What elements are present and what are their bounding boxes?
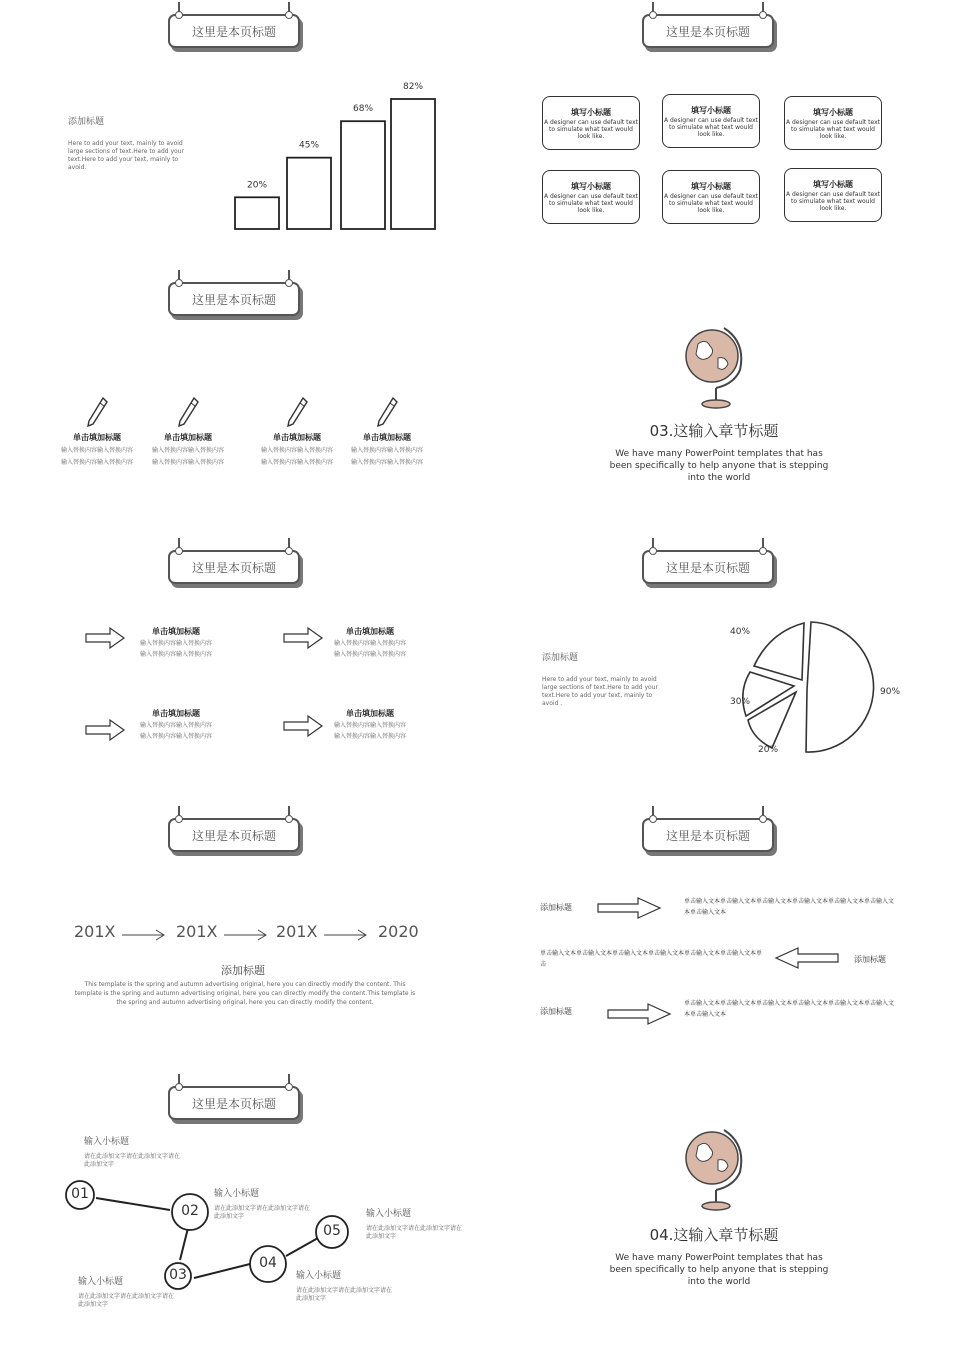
bar [235,197,279,229]
arrow-item-line: 输入替换内容输入替换内容 [139,640,212,647]
arrow-right-icon [604,1002,674,1026]
pie-label: 40% [730,627,751,637]
step-item-2 [214,1186,310,1221]
text-box-1 [542,96,640,150]
bar-heading: 添加标题 [68,117,105,127]
page-title-sign [168,818,300,852]
pencil-item-title: 单击填加标题 [273,433,321,442]
pie-label: 30% [730,697,751,707]
pencil-item-4 [342,396,432,467]
step-number: 02 [181,1203,199,1219]
arrow-item-title: 单击填加标题 [346,709,394,718]
arrow-item-4 [322,708,418,741]
pencil-item-line: 输入替换内容输入替换内容 [260,447,333,454]
bar-body: Here to add your text, mainly to avoid large sections of text.Here to add your text.Here to add your text, mainly to avoid. [68,140,184,171]
pencil-icon [85,396,109,428]
box-title: 填写小标题 [691,106,731,115]
slide-pie [474,536,954,804]
bar-label: 20% [247,180,268,191]
step-title: 输入小标题 [84,1137,130,1147]
arrow-item-1 [128,626,224,659]
step-title: 输入小标题 [296,1271,342,1281]
page-title-sign [168,14,300,48]
step-number: 04 [259,1255,277,1271]
flow-text: 单击输入文本单击输入文本单击输入文本单击输入文本单击输入文本单击输入文本单击输入文本 [684,1000,895,1018]
arrow-item-title: 单击填加标题 [152,627,200,636]
slide-timeline [0,804,480,1072]
step-desc: 请在此添加文字请在此添加文字请在此添加文字 [214,1205,311,1220]
timeline-arrow-icon [120,928,168,942]
flow-label: 添加标题 [854,955,886,964]
slide-flow [474,804,954,1072]
bar [391,99,435,229]
globe-icon [680,1124,750,1214]
page-title-sign [168,550,300,584]
pie-label: 20% [758,745,779,755]
arrow-item-title: 单击填加标题 [152,709,200,718]
arrow-right-icon [594,896,664,920]
timeline-year: 201X [176,922,218,941]
pencil-item-title: 单击填加标题 [363,433,411,442]
flow-text: 单击输入文本单击输入文本单击输入文本单击输入文本单击输入文本单击输入文本单击输入文本 [684,898,895,916]
slide-arrows [0,536,480,804]
pencil-item-line: 输入替换内容输入替换内容 [60,459,133,466]
arrow-item-line: 输入替换内容输入替换内容 [139,651,212,658]
arrow-item-line: 输入替换内容输入替换内容 [333,722,406,729]
page-title: 这里是本页标题 [191,828,276,843]
pencil-icon [375,396,399,428]
page-title: 这里是本页标题 [191,1096,276,1111]
section-title: 04.这输入章节标题 [649,1226,779,1244]
flow-label: 添加标题 [540,1007,572,1016]
arrow-left-icon [772,946,842,970]
page-title-sign [168,282,300,316]
box-desc: A designer can use default text to simulate what text would look like. [543,193,639,214]
step-number: 05 [323,1223,341,1239]
arrow-right-icon [282,714,324,738]
pencil-item-line: 输入替换内容输入替换内容 [350,447,423,454]
box-desc: A designer can use default text to simulate what text would look like. [785,119,881,140]
arrow-item-2 [322,626,418,659]
arrow-item-3 [128,708,224,741]
pie-heading: 添加标题 [542,653,579,663]
box-title: 填写小标题 [571,108,611,117]
box-title: 填写小标题 [813,108,853,117]
bar-label: 68% [353,104,374,115]
step-number: 03 [169,1267,187,1283]
bar-label: 45% [299,140,320,151]
text-box-2 [662,94,760,148]
slide-bar-chart [0,0,480,268]
box-desc: A designer can use default text to simulate what text would look like. [785,191,881,212]
globe-icon [680,322,750,412]
arrow-item-line: 输入替换内容输入替换内容 [333,640,406,647]
page-title: 这里是本页标题 [665,560,750,575]
slide-section-04 [474,1072,954,1352]
slide-section-03 [474,268,954,536]
pencil-item-line: 输入替换内容输入替换内容 [151,459,224,466]
text-box-3 [784,96,882,150]
step-item-3 [78,1274,174,1309]
arrow-item-line: 输入替换内容输入替换内容 [333,651,406,658]
timeline-year: 201X [276,922,318,941]
step-title: 输入小标题 [78,1277,124,1287]
page-title: 这里是本页标题 [665,828,750,843]
step-title: 输入小标题 [366,1209,412,1219]
text-box-5 [662,170,760,224]
timeline-arrow-icon [222,928,270,942]
pencil-item-title: 单击填加标题 [164,433,212,442]
section-body: We have many PowerPoint templates that has been specifically to help anyone that is stepping into the world [609,1253,829,1287]
step-title: 输入小标题 [214,1189,260,1199]
box-desc: A designer can use default text to simulate what text would look like. [663,117,759,138]
arrow-item-title: 单击填加标题 [346,627,394,636]
pencil-item-line: 输入替换内容输入替换内容 [350,459,423,466]
step-desc: 请在此添加文字请在此添加文字请在此添加文字 [366,1225,463,1240]
page-title: 这里是本页标题 [191,560,276,575]
step-desc: 请在此添加文字请在此添加文字请在此添加文字 [78,1293,175,1308]
flow-text: 单击输入文本单击输入文本单击输入文本单击输入文本单击输入文本单击输入文本单击 [540,950,763,968]
text-box-4 [542,170,640,224]
arrow-right-icon [84,718,126,742]
slide-pencils [0,268,480,536]
text-box-6 [784,168,882,222]
pencil-item-line: 输入替换内容输入替换内容 [60,447,133,454]
step-item-4 [296,1268,392,1303]
pie-chart [714,616,914,766]
slide-steps [0,1072,480,1352]
arrow-item-line: 输入替换内容输入替换内容 [139,722,212,729]
arrow-item-line: 输入替换内容输入替换内容 [333,733,406,740]
pencil-icon [285,396,309,428]
arrow-item-line: 输入替换内容输入替换内容 [139,733,212,740]
pencil-item-line: 输入替换内容输入替换内容 [151,447,224,454]
pencil-icon [176,396,200,428]
page-title-sign [642,14,774,48]
step-item-1 [84,1134,180,1169]
step-desc: 请在此添加文字请在此添加文字请在此添加文字 [296,1287,393,1302]
section-title: 03.这输入章节标题 [649,422,779,440]
box-desc: A designer can use default text to simulate what text would look like. [663,193,759,214]
pencil-item-line: 输入替换内容输入替换内容 [260,459,333,466]
page-title: 这里是本页标题 [665,24,750,39]
bar-chart [225,75,445,235]
bar-label: 82% [403,82,424,92]
section-body: We have many PowerPoint templates that has been specifically to help anyone that is stepping into the world [609,449,829,483]
pencil-item-title: 单击填加标题 [73,433,121,442]
timeline-year: 2020 [378,922,419,941]
arrow-right-icon [84,626,126,650]
step-item-5 [366,1206,462,1241]
bar [287,158,331,229]
pencil-item-1 [52,396,142,467]
timeline-year: 201X [74,922,116,941]
page-title: 这里是本页标题 [191,24,276,39]
pencil-item-3 [252,396,342,467]
arrow-right-icon [282,626,324,650]
box-desc: A designer can use default text to simulate what text would look like. [543,119,639,140]
page-title-sign [642,818,774,852]
step-number: 01 [71,1186,89,1202]
box-title: 填写小标题 [571,182,611,191]
timeline-heading: 添加标题 [221,964,265,977]
pencil-item-2 [143,396,233,467]
box-title: 填写小标题 [691,182,731,191]
flow-label: 添加标题 [540,903,572,912]
pie-body: Here to add your text, mainly to avoid large sections of text.Here to add your text.Here to add your text, mainly to avoid . [542,676,658,707]
bar [341,121,385,229]
page-title: 这里是本页标题 [191,292,276,307]
box-title: 填写小标题 [813,180,853,189]
step-desc: 请在此添加文字请在此添加文字请在此添加文字 [84,1153,181,1168]
timeline-arrow-icon [322,928,370,942]
slide-boxes [474,0,954,268]
page-title-sign [642,550,774,584]
pie-label: 90% [880,687,901,697]
timeline-body: This template is the spring and autumn advertising original, here you can directly modify the content. This template is the spring and autumn advertising original, here you can directly modify the content.This template is the spring and autumn advertising original, here you can directly modify the content. [74,981,416,1006]
